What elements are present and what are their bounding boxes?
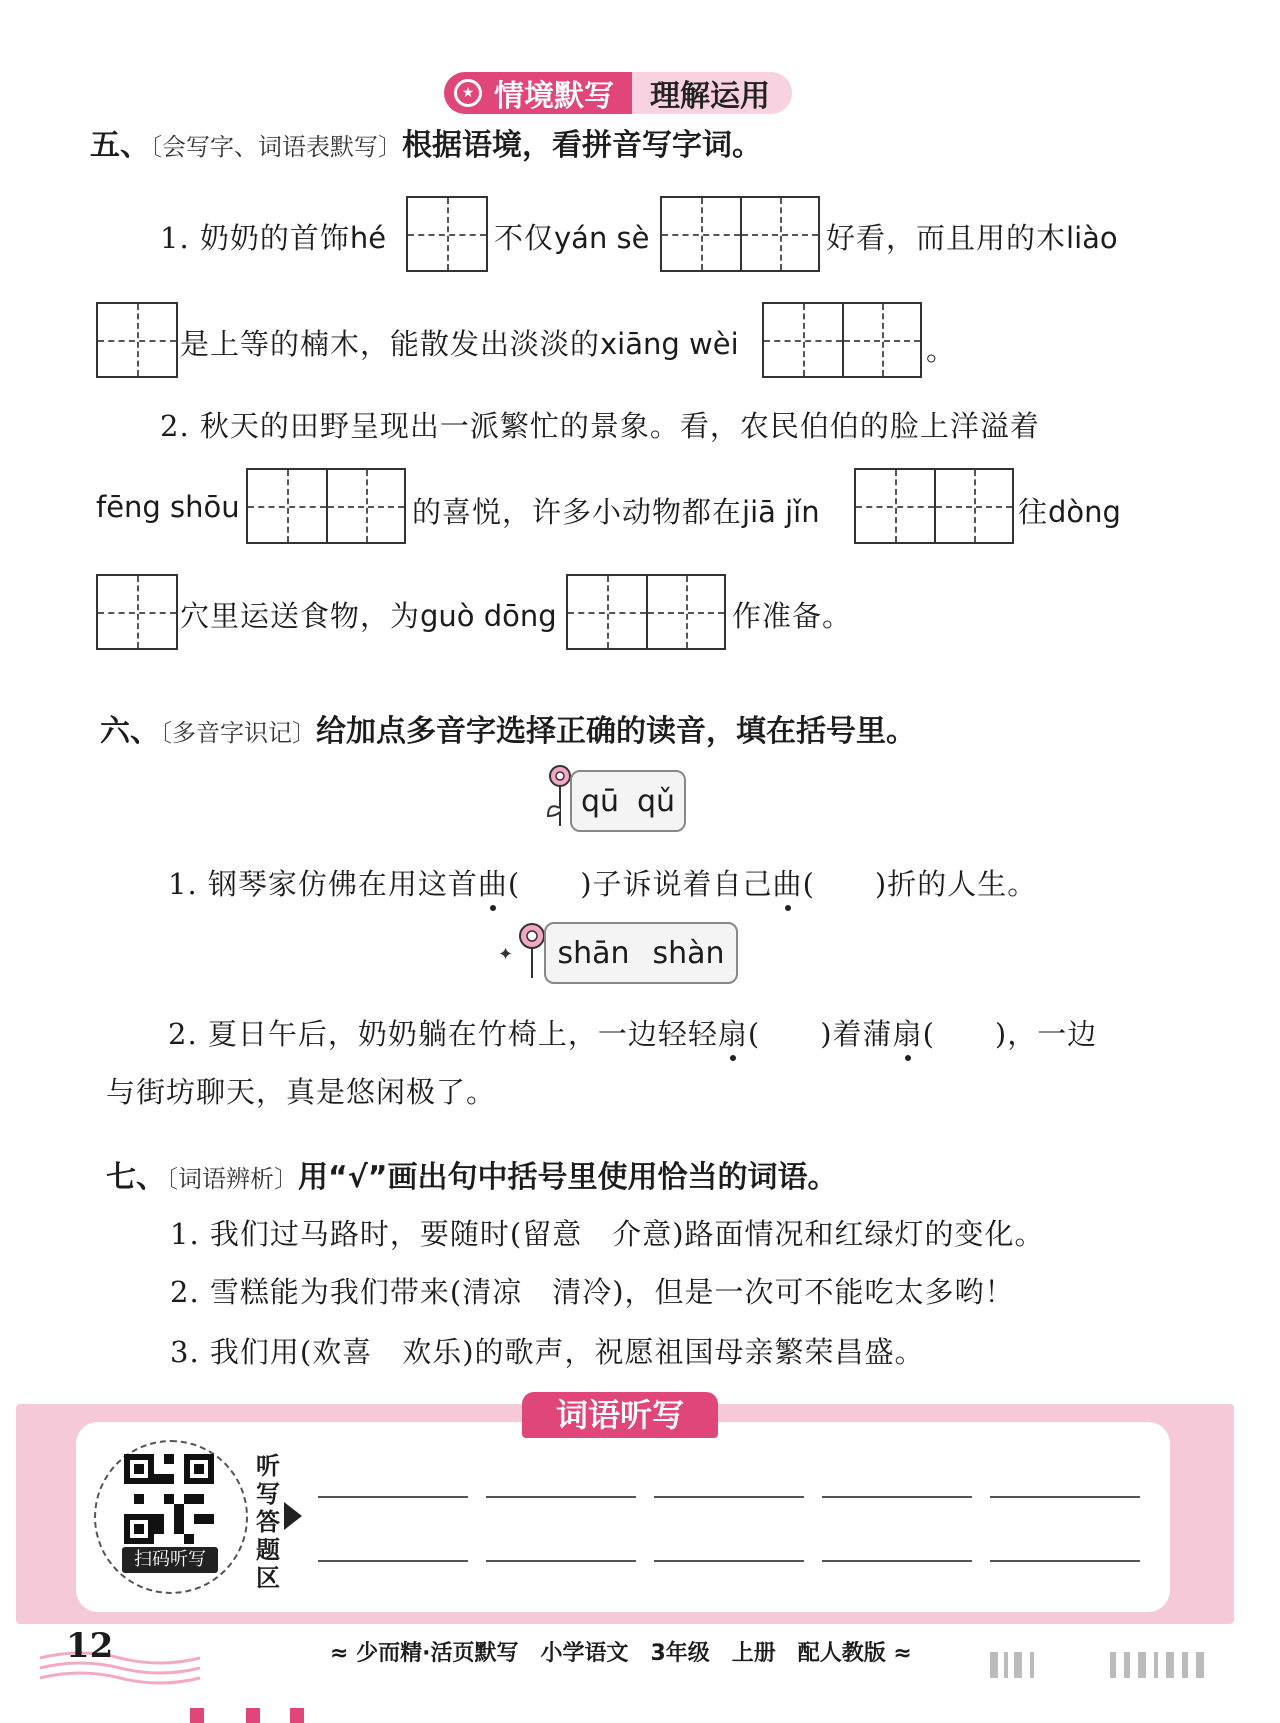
- answer-line[interactable]: [486, 1560, 636, 1562]
- s5-q2-text-b: 的喜悦，许多小动物都在jiā jǐn: [412, 495, 820, 529]
- answer-grid[interactable]: [854, 468, 1014, 544]
- answer-line[interactable]: [654, 1560, 804, 1562]
- dotted-char: 扇: [892, 1017, 923, 1051]
- dotted-char: 扇: [717, 1017, 748, 1051]
- sunflower-icon: [494, 920, 546, 984]
- s5-q2-text-d: 穴里运送食物，为guò dōng: [180, 599, 557, 633]
- answer-line[interactable]: [822, 1560, 972, 1562]
- pinyin-option: qū: [580, 783, 620, 819]
- s5-q2-text-a: 2. 秋天的田野呈现出一派繁忙的景象。看，农民伯伯的脸上洋溢着: [160, 409, 1040, 443]
- answer-line[interactable]: [990, 1496, 1140, 1498]
- answer-line[interactable]: [318, 1496, 468, 1498]
- answer-grid[interactable]: [96, 574, 178, 650]
- medal-icon: ★: [454, 79, 482, 107]
- s5-q1-text-e: 。: [926, 333, 957, 367]
- section7-title: 七、〔词语辨析〕用“√”画出句中括号里使用恰当的词语。: [106, 1160, 838, 1195]
- answer-line[interactable]: [822, 1496, 972, 1498]
- dotted-char: 曲: [772, 867, 803, 901]
- pinyin-options-2: [544, 922, 738, 984]
- page-number: 12: [66, 1626, 114, 1666]
- pinyin-option: shàn: [652, 935, 725, 971]
- s5-q1-text-c: 好看，而且用的木liào: [826, 221, 1118, 255]
- header-banner: [444, 72, 792, 114]
- answer-grid[interactable]: [96, 302, 178, 378]
- section5-instruction: 根据语境，看拼音写字词。: [402, 128, 762, 163]
- s5-q1-text-a: 1. 奶奶的首饰hé: [160, 221, 387, 255]
- pinyin-options-1: [570, 770, 686, 832]
- answer-grid[interactable]: [406, 196, 488, 272]
- section5-num: 五、: [90, 128, 150, 163]
- banner-right: [632, 72, 792, 114]
- s6-q2: 2. 夏日午后，奶奶躺在竹椅上，一边轻轻扇( )着蒲扇( )，一边: [168, 1017, 1098, 1051]
- s5-q1-text-b: 不仅yán sè: [494, 221, 650, 255]
- s5-q2-py1: fēng shōu: [96, 490, 240, 524]
- s7-q3: 3. 我们用(欢喜 欢乐)的歌声，祝愿祖国母亲繁荣昌盛。: [170, 1335, 925, 1369]
- s6-q2-cont: 与街坊聊天，真是悠闲极了。: [106, 1075, 497, 1109]
- section5-title: [90, 120, 762, 164]
- dotted-char: 曲: [477, 867, 508, 901]
- s7-q1: 1. 我们过马路时，要随时(留意 介意)路面情况和红绿灯的变化。: [170, 1217, 1045, 1251]
- banner-right-text: 理解运用: [650, 79, 770, 114]
- answer-area-label: 听写答题区: [256, 1452, 280, 1592]
- section5-tag: 〔会写字、词语表默写〕: [150, 133, 402, 161]
- section6-title: 六、〔多音字识记〕给加点多音字选择正确的读音，填在括号里。: [100, 714, 916, 749]
- svg-text:✦: ✦: [498, 944, 514, 965]
- s7-q2: 2. 雪糕能为我们带来(清凉 清冷)，但是一次可不能吃太多哟！: [170, 1275, 1015, 1309]
- answer-grid[interactable]: [246, 468, 406, 544]
- footer-text: ≈ 少而精·活页默写 小学语文 3年级 上册 配人教版 ≈: [330, 1641, 912, 1666]
- answer-grid[interactable]: [566, 574, 726, 650]
- pinyin-option: qǔ: [636, 783, 676, 819]
- answer-grid[interactable]: [660, 196, 820, 272]
- qr-code-icon[interactable]: [124, 1454, 214, 1544]
- banner-left: [444, 72, 632, 114]
- answer-line[interactable]: [990, 1560, 1140, 1562]
- s5-q1-text-d: 是上等的楠木，能散发出淡淡的xiāng wèi: [180, 327, 739, 361]
- answer-line[interactable]: [318, 1560, 468, 1562]
- dictation-title: 词语听写: [522, 1392, 718, 1438]
- qr-label: 扫码听写: [122, 1547, 218, 1573]
- answer-line[interactable]: [654, 1496, 804, 1498]
- answer-grid[interactable]: [762, 302, 922, 378]
- answer-line[interactable]: [486, 1496, 636, 1498]
- s5-q2-text-c: 往dòng: [1018, 495, 1121, 529]
- pinyin-option: shān: [557, 935, 630, 971]
- arrow-right-icon: [284, 1502, 302, 1530]
- banner-left-text: 情境默写: [494, 79, 614, 114]
- s5-q2-text-e: 作准备。: [732, 599, 853, 633]
- s6-q1: 1. 钢琴家仿佛在用这首曲( )子诉说着自己曲( )折的人生。: [168, 867, 1038, 901]
